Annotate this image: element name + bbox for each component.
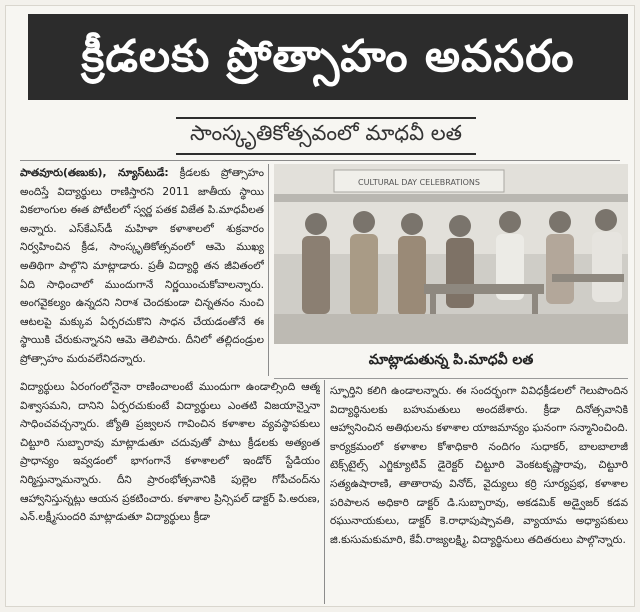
event-photo xyxy=(274,164,628,344)
paragraph-text: విద్యార్థులు ఏరంగంలోనైనా రాణించాలంటే ముందుగా ఉండాల్సింది ఆత్మ విశ్వాసమని, దానిని ఏర్పరచుకుంటే విద్యార్థులు ఎంతటి విజయాన్నైనా సాధించవచ్చన్నారు. జ్యోతి ప్రజ్వలన గావించిన కళాశాల వ్యవస్థాపకులు చిట్టూరి సుబ్బారావు మాట్లాడుతూ చదువుతో పాటు క్రీడలకు అత్యంత ప్రాధాన్యం ఇవ్వడంలో భాగంగానే కళాశాలలో ఇండోర్ స్టేడియం నిర్మిస్తున్నామన్నారు. దీని ప్రారంభోత్సవానికి పుల్లెల గోపీచంద్‌ను ఆహ్వానిస్తున్నట్లు ఆయన ప్రకటించారు. కళాశాల ప్రిన్సిపల్ డాక్టర్ పి.అరుణ, ఎన్.లక్ష్మీసుందరి మాట్లాడుతూ విద్యార్థులు క్రీడా xyxy=(20,381,320,524)
subheadline-wrap xyxy=(126,118,526,154)
news-clipping xyxy=(6,6,634,606)
article-paragraph xyxy=(20,164,264,369)
photo-illustration xyxy=(274,164,628,344)
headline: క్రీడలకు ప్రోత్సాహం అవసరం xyxy=(28,14,628,100)
dateline: పాతవూరు(తణుకు), న్యూస్‌టుడే: xyxy=(20,167,169,179)
paragraph-text: క్రీడలకు ప్రోత్సాహం అందిస్తే విద్యార్థులు రాణిస్తారని 2011 జాతీయ స్థాయి వికలాంగుల ఈత పోటీలలో స్వర్ణ పతక విజేత పి.మాధవీలత అన్నారు. ఎస్‌కేఎస్‌డీ మహిళా కళాశాలలో శుక్రవారం నిర్వహించిన క్రీడ, సాంస్కృతికోత్సవంలో ఆమె ముఖ్య అతిథిగా పాల్గొని మాట్లాడారు. ప్రతీ విద్యార్థి తన జీవితంలో ఏది సాధించాలో ముందుగానే నిర్ణయించుకోవాలన్నారు. అంగవైకల్యం ఉన్నదని నిరాశ చెందకుండా చిన్నతనం నుంచి ఆటలపై మక్కువ ఏర్పరచుకొని సాధన చేయడంతోనే ఈ స్థాయికి చేరుకున్నానని ఆమె తెలిపారు. దీనిలో తల్లిదండ్రుల ప్రోత్సాహం మరువలేనిదన్నారు. xyxy=(20,167,264,365)
subheadline: సాంస్కృతికోత్సవంలో మాధవీ లత xyxy=(176,117,476,155)
article-lower-right-column xyxy=(330,382,628,606)
photo-caption: మాట్లాడుతున్న పి.మాధవీ లత xyxy=(368,351,534,368)
paragraph-text: స్ఫూర్తిని కలిగి ఉండాలన్నారు. ఈ సందర్భంగా వివిధక్రీడలలో గెలుపొందిన విద్యార్థినులకు బహుమతులు అందజేశారు. క్రీడా దినోత్సవానికి ఆహ్వానించిన అతిథులను కళాశాల యాజమాన్యం ఘనంగా సన్మానించింది. కార్యక్రమంలో కళాశాల కోశాధికారి నందిగం సుధాకర్, బాలబాలాజీ టెక్స్‌టైల్స్ ఎగ్జిక్యూటివ్ డైరెక్టర్ చిట్టూరి వెంకటకృష్ణారావు, చిట్టూరి సత్యఉషారాణి, తాతారావు వినోద్, వైద్యులు కర్రి సూర్యప్రభ, కళాశాల పరిపాలన అధికారి డాక్టర్ డి.సుబ్బారావు, అకడమిక్ అడ్వైజర్ కడవ రఘునాయకులు, డాక్టర్ కె.రాధాపుష్పావతి, వ్యాయామ అధ్యాపకులు జి.కుసుమకుమారి, కేవీ.రాజ్యలక్ష్మి, విద్యార్థినులు తదితరులు పాల్గొన్నారు. xyxy=(330,385,628,546)
column-rule-vertical-lower xyxy=(324,380,325,604)
caption-rule xyxy=(274,378,628,379)
top-rule xyxy=(20,160,620,161)
article-lower-left-column xyxy=(20,378,320,606)
column-rule-vertical xyxy=(268,164,269,376)
banner-text: CULTURAL DAY CELEBRATIONS xyxy=(358,178,480,187)
article-left-column xyxy=(20,164,264,374)
